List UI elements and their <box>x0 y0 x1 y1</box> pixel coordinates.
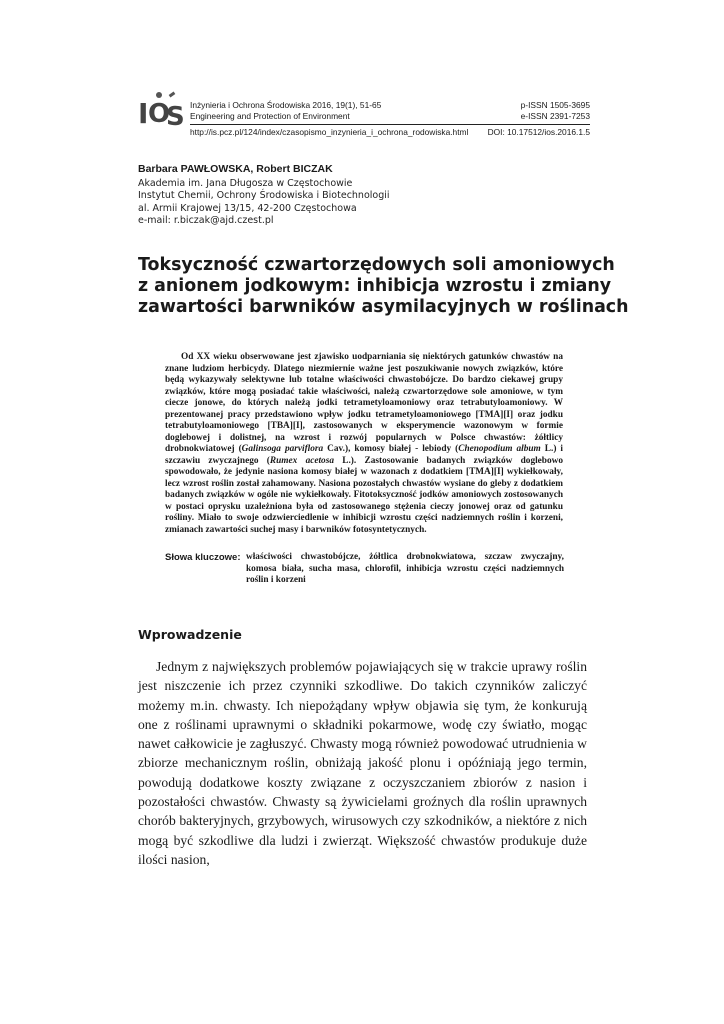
affiliation <box>138 178 390 227</box>
affiliation-line: Instytut Chemii, Ochrony Środowiska i Biotechnologii <box>138 190 390 202</box>
affiliation-line: Akademia im. Jana Długosza w Częstochowie <box>138 178 353 189</box>
species-name: Rumex acetosa <box>269 455 334 466</box>
abstract <box>165 352 563 536</box>
journal-url[interactable]: http://is.pcz.pl/124/index/czasopismo_inzynieria_i_ochrona_rodowiska.html <box>190 127 469 137</box>
title-line: z anionem jodkowym: inhibicja wzrostu i zmiany <box>138 276 612 296</box>
title-line: zawartości barwników asymilacyjnych w roślinach <box>138 297 629 317</box>
section-heading: Wprowadzenie <box>138 627 242 642</box>
abstract-text: Cav.), komosy białej - lebiody ( <box>323 444 459 454</box>
author-email[interactable]: e-mail: r.biczak@ajd.czest.pl <box>138 214 274 226</box>
body-text <box>138 657 587 869</box>
paper-title <box>138 255 629 318</box>
header-rule <box>190 124 590 125</box>
species-name: Chenopodium album <box>458 444 541 454</box>
journal-header <box>138 94 590 144</box>
logo-letter-i: I <box>138 97 149 130</box>
keywords-label: Słowa kluczowe: <box>165 552 241 563</box>
affiliation-line: al. Armii Krajowej 13/15, 42-200 Częstochowa <box>138 202 357 214</box>
print-issn: p-ISSN 1505-3695 <box>520 100 590 110</box>
doi: DOI: 10.17512/ios.2016.1.5 <box>487 127 590 137</box>
journal-name-en: Engineering and Protection of Environment <box>190 111 350 121</box>
abstract-text: L.) i szczawiu zwyczajnego ( <box>165 444 564 466</box>
journal-name-pl: Inżynieria i Ochrona Środowiska 2016, 19(1), 51-65 <box>190 100 382 110</box>
title-line: Toksyczność czwartorzędowych soli amoniowych <box>138 255 615 275</box>
electronic-issn: e-ISSN 2391-7253 <box>520 111 590 121</box>
logo-letter-o: O <box>148 99 171 129</box>
abstract-paragraph <box>165 352 563 536</box>
logo-letter-s: S <box>166 102 185 132</box>
journal-logo <box>138 96 184 136</box>
abstract-text: Od XX wieku obserwowane jest zjawisko uodparniania się niektórych gatunków chwastów na znane ludziom herbicydy. Dlatego niezmiernie ważne jest poszukiwanie nowych związków, które będą wykazywały selektywne lub totalne właściwości chwastobójcze. Do bardzo ciekawej grupy związków, które mogą posiadać takie właściwości, należą czwartorzędowe sole amoniowe, w tym ciecze jonowe, do których należą jodki tetrametyloamoniowy oraz tetrabutyloamoniowy. W prezentowanej pracy przedstawiono wpływ jodku tetrametyloamoniowego [TMA][I] oraz jodku tetrabutyloamoniowego [TBA][I], zastosowanych w eksperymencie wazonowym w formie doglebowej i dolistnej, na wzrost i rozwój popularnych w Polsce chwastów: żółtlicy drobnokwiatowej ( <box>165 352 563 454</box>
species-name: Galinsoga parviflora <box>241 444 324 454</box>
body-paragraph: Jednym z największych problemów pojawiających się w trakcie uprawy roślin jest niszczenie ich przez czynniki szkodliwe. Do takich czynników zaliczyć możemy m.in. chwasty. Ich niepożądany wpływ objawia się tym, że konkurują one z roślinami uprawnymi o składniki pokarmowe, wodę czy światło, mogąc nawet całkowicie je zagłuszyć. Chwasty mogą również powodować utrudnienia w zbiorze mechanicznym roślin, obniżają jakość plonu i opóźniają jego termin, powodują dodatkowe koszty związane z oczyszczaniem zbiorów z nasion i pozostałości chwastów. Chwasty są żywicielami groźnych dla roślin uprawnych chorób bakteryjnych, grzybowych, wirusowych czy szkodników, a niektóre z nich mogą być szkodliwe dla ludzi i zwierząt. Większość chwastów produkuje duże ilości nasion, <box>138 659 587 867</box>
logo-accent <box>169 92 176 98</box>
keywords-text: właściwości chwastobójcze, żółtlica drobnokwiatowa, szczaw zwyczajny, komosa biała, sucha masa, chlorofil, inhibicja wzrostu części nadziemnych roślin i korzeni <box>246 552 564 585</box>
abstract-text: L.). Zastosowanie badanych związków doglebowo spowodowało, że jedynie nasiona komosy białej w wazonach z dodatkiem [TMA][I] wykiełkowały, lecz wzrost roślin został zahamowany. Nasiona pozostałych chwastów wysiane do gleby z dodatkiem badanych związków w ogóle nie wykiełkowały. Fitotoksyczność jodków amoniowych zostosowanych w postaci oprysku uzależniona była od zastosowanego stężenia cieczy jonowej oraz od gatunku rośliny. Miało to swoje odzwierciedlenie w inhibicji wzrostu części nadziemnych roślin i korzeni, zmianach zawartości suchej masy i barwników fotosyntetycznych. <box>165 455 563 535</box>
authors: Barbara PAWŁOWSKA, Robert BICZAK <box>138 163 333 175</box>
logo-dot <box>156 92 162 98</box>
